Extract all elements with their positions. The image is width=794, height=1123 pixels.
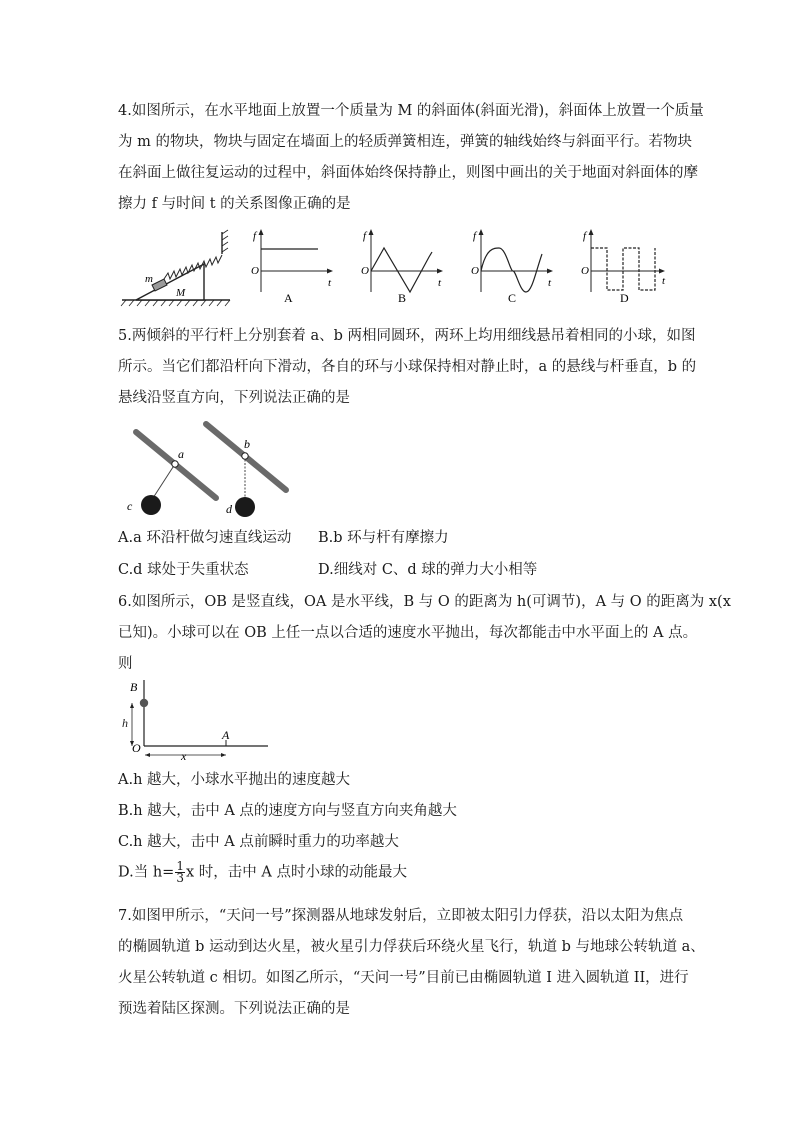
- q5-option-a: A.a 环沿杆做匀速直线运动: [118, 530, 292, 546]
- graph-b-t-label: t: [438, 277, 442, 289]
- q4-line-2: 为 m 的物块，物块与固定在墙面上的轻质弹簧相连，弹簧的轴线始终与斜面平行。若物块: [118, 134, 692, 150]
- q4-graph-d: [576, 226, 676, 304]
- q5-label-d: d: [226, 502, 232, 516]
- graph-b-caption: B: [398, 291, 407, 304]
- graph-a-caption: A: [284, 291, 293, 304]
- fraction-one-third: [175, 861, 185, 884]
- q6-line-1: 6.如图所示，OB 是竖直线，OA 是水平线，B 与 O 的距离为 h(可调节)，A 与 O 的距离为 x(x: [118, 594, 731, 610]
- q6-projectile-figure: [118, 676, 273, 762]
- q6-option-d-prefix: D.当 h=: [118, 864, 175, 881]
- q5-line-1: 5.两倾斜的平行杆上分别套着 a、b 两相同圆环，两环上均用细线悬吊着相同的小球，如图: [118, 328, 696, 344]
- q6-option-c: C.h 越大，击中 A 点前瞬时重力的功率越大: [118, 834, 399, 850]
- q6-label-A: A: [222, 728, 230, 742]
- graph-d-origin: O: [581, 265, 589, 277]
- q6-label-h: h: [122, 716, 128, 730]
- q4-graph-a: [246, 226, 342, 304]
- graph-c-origin: O: [471, 265, 479, 277]
- q5-rods-figure: [118, 418, 298, 518]
- q6-line-2: 已知)。小球可以在 OB 上任一点以合适的速度水平抛出，每次都能击中水平面上的 A 点。: [118, 625, 698, 641]
- graph-d-f-label: f: [583, 230, 587, 242]
- graph-b-origin: O: [361, 265, 369, 277]
- graph-a-f-label: f: [253, 230, 257, 242]
- graph-a-origin: O: [251, 265, 259, 277]
- graph-c-f-label: f: [473, 230, 477, 242]
- fraction-numerator: 1: [176, 859, 184, 873]
- q5-option-d: D.细线对 C、d 球的弹力大小相等: [318, 562, 538, 578]
- q4-label-m: m: [145, 273, 153, 285]
- q7-line-3: 火星公转轨道 c 相切。如图乙所示，“天问一号”目前已由椭圆轨道 I 进入圆轨道 II，进行: [118, 970, 689, 986]
- graph-d-t-label: t: [662, 275, 666, 287]
- q4-label-M: M: [176, 287, 186, 299]
- fraction-denominator: 3: [176, 871, 184, 885]
- q6-line-3: 则: [118, 656, 133, 672]
- q6-label-x: x: [181, 749, 187, 762]
- q4-graph-c: [466, 226, 562, 304]
- q4-graph-b: [356, 226, 452, 304]
- q5-label-b: b: [244, 437, 250, 451]
- q6-option-a: A.h 越大，小球水平抛出的速度越大: [118, 772, 351, 788]
- q6-option-d-suffix: x 时，击中 A 点时小球的动能最大: [185, 864, 407, 881]
- q6-label-O: O: [132, 741, 141, 755]
- q7-line-4: 预选着陆区探测。下列说法正确的是: [118, 1001, 350, 1017]
- q5-line-2: 所示。当它们都沿杆向下滑动，各自的环与小球保持相对静止时，a 的悬线与杆垂直，b 的: [118, 359, 697, 375]
- q4-line-4: 擦力 f 与时间 t 的关系图像正确的是: [118, 196, 351, 212]
- q5-option-b: B.b 环与杆有摩擦力: [318, 530, 449, 546]
- q4-line-3: 在斜面上做往复运动的过程中，斜面体始终保持静止，则图中画出的关于地面对斜面体的摩: [118, 165, 698, 181]
- graph-d-caption: D: [620, 291, 629, 304]
- q7-line-2: 的椭圆轨道 b 运动到达火星，被火星引力俘获后环绕火星飞行，轨道 b 与地球公转轨道 a、: [118, 939, 705, 955]
- q4-line-1: 4.如图所示，在水平地面上放置一个质量为 M 的斜面体(斜面光滑)，斜面体上放置一个质量: [118, 103, 704, 119]
- q4-incline-figure: [118, 228, 236, 308]
- q6-option-b: B.h 越大，击中 A 点的速度方向与竖直方向夹角越大: [118, 803, 457, 819]
- graph-c-caption: C: [508, 291, 517, 304]
- q6-label-B: B: [130, 680, 138, 694]
- graph-c-t-label: t: [548, 277, 552, 289]
- graph-b-f-label: f: [363, 230, 367, 242]
- graph-a-t-label: t: [328, 277, 332, 289]
- q6-option-d: [118, 861, 407, 884]
- q7-line-1: 7.如图甲所示，“天问一号”探测器从地球发射后，立即被太阳引力俘获，沿以太阳为焦点: [118, 908, 684, 924]
- q5-label-a: a: [178, 447, 184, 461]
- q5-label-c: c: [127, 499, 133, 513]
- q5-option-c: C.d 球处于失重状态: [118, 562, 249, 578]
- q5-line-3: 悬线沿竖直方向，下列说法正确的是: [118, 390, 350, 406]
